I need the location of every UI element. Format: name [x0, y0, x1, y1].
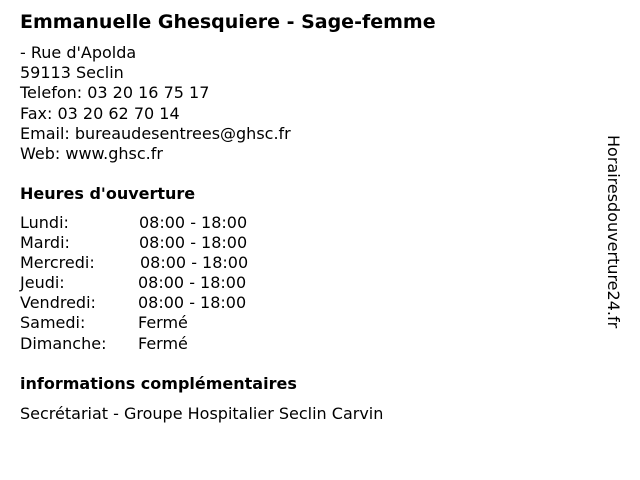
page-title: Emmanuelle Ghesquiere - Sage-femme	[20, 11, 436, 33]
time-range: 08:00 - 18:00	[138, 293, 247, 313]
day-label: Lundi:	[20, 213, 69, 232]
contact-details	[20, 43, 291, 164]
postal-city: 59113 Seclin	[20, 63, 124, 83]
time-range: Fermé	[138, 313, 188, 333]
day-label: Mercredi:	[20, 253, 95, 273]
day-label: Dimanche:	[20, 333, 107, 353]
time-range: Fermé	[138, 333, 188, 353]
phone-number: Telefon: 03 20 16 75 17	[20, 83, 210, 103]
day-label: Mardi:	[20, 233, 70, 253]
day-label: Vendredi:	[20, 293, 96, 313]
site-watermark: Horairesdouverture24.fr	[604, 135, 623, 329]
additional-info-text: Secrétariat - Groupe Hospitalier Seclin Carvin	[20, 404, 384, 423]
time-range: 08:00 - 18:00	[139, 213, 248, 232]
street-address: - Rue d'Apolda	[20, 43, 137, 62]
website: Web: www.ghsc.fr	[20, 144, 163, 164]
day-label: Jeudi:	[20, 273, 65, 293]
day-label: Samedi:	[20, 313, 86, 333]
time-range: 08:00 - 18:00	[140, 253, 249, 273]
additional-info-heading: informations complémentaires	[20, 374, 297, 393]
time-range: 08:00 - 18:00	[139, 233, 248, 253]
opening-hours-heading: Heures d'ouverture	[20, 184, 196, 203]
fax-number: Fax: 03 20 62 70 14	[20, 103, 180, 123]
email-address: Email: bureaudesentrees@ghsc.fr	[20, 123, 291, 143]
time-range: 08:00 - 18:00	[138, 273, 247, 293]
